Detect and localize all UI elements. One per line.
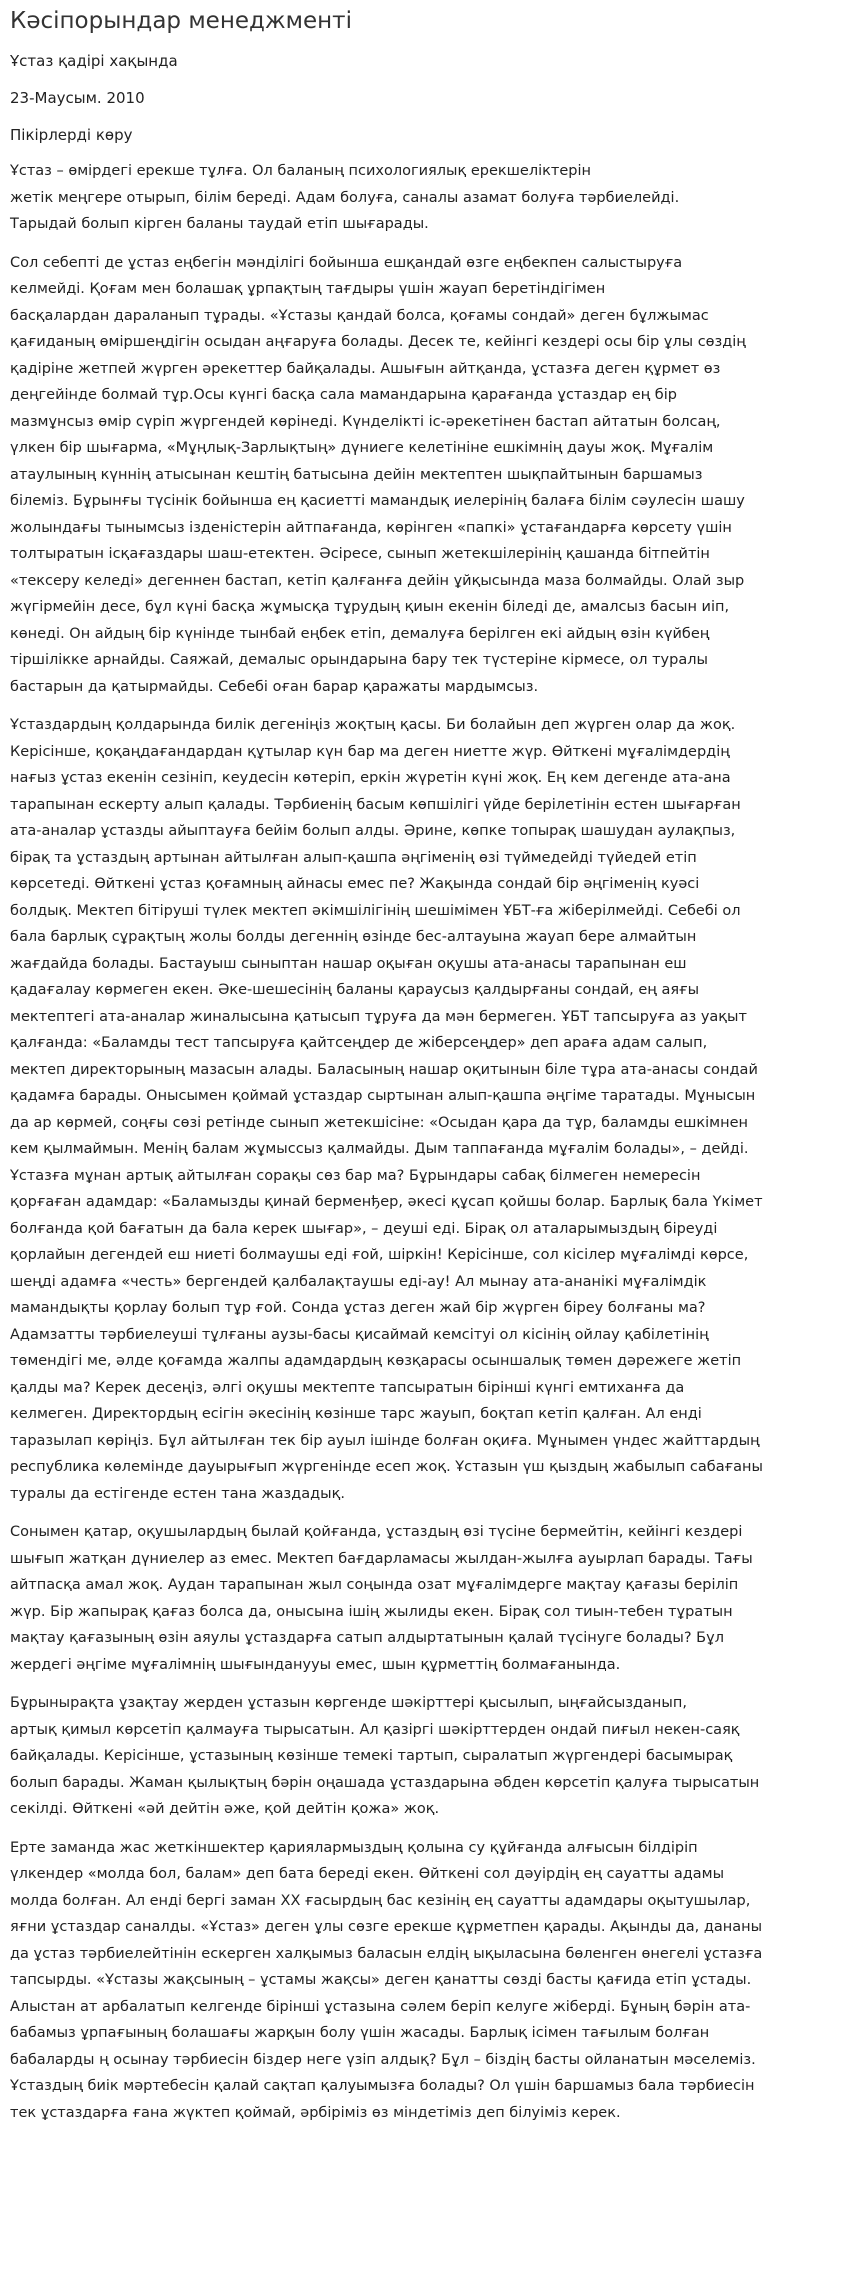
article-date: 23-Маусым. 2010	[10, 89, 145, 107]
page-title: Кәсіпорындар менеджменті	[10, 8, 352, 34]
article-subtitle: Ұстаз қадірі хақында	[10, 52, 178, 70]
article-paragraph: Сол себепті де ұстаз еңбегін мәнділігі бойынша ешқандай өзге еңбекпен салыстыруға келмейді. Қоғам мен болашақ ұрпақтың тағдыры үшін жауап беретіндігімен басқалардан дараланып тұрады. «Ұстазы қандай болса, қоғамы сондай» деген бұлжымас қағиданың өміршеңдігін осыдан аңғаруға болады. Десек те, кейінгі кездері осы бір ұлы сөздің қадіріне жетпей жүрген әрекеттер байқалады. Ашығын айтқанда, ұстазға деген құрмет өз деңгейінде болмай тұр.Осы күнгі басқа сала мамандарына қарағанда ұстаздар ең бір мазмұнсыз өмір сүріп жүргендей көрінеді. Күнделікті іс-әрекетінен бастап айтатын болсаң, үлкен бір шығарма, «Мұңлық-Зарлықтың» дүниеге келетініне ешкімнің дауы жоқ. Мұғалім атаулының күннің атысынан кештің батысына дейін мектептен шықпайтынын баршамыз білеміз. Бұрынғы түсінік бойынша ең қасиетті мамандық иелерінің балаға білім сәулесін шашу жолындағы тынымсыз ізденістерін айтпағанда, көрінген «папкі» ұстағандарға көрсету үшін толтыратын ісқағаздары шаш-етектен. Әсіресе, сынып жетекшілерінің қашанда бітпейтін «тексеру келеді» дегеннен бастап, кетіп қалғанға дейін ұйқысында маза болмайды. Олай зыр жүгірмейін десе, бұл күні басқа жұмысқа тұрудың қиын екенін біледі де, амалсыз басын иіп, көнеді. Он айдың бір күнінде тынбай еңбек етіп, демалуға берілген екі айдың өзін күйбең тіршілікке арнайды. Саяжай, демалыс орындарына бару тек түстеріне кірмесе, ол туралы бастарын да қатырмайды. Себебі оған барар қаражаты мардымсыз.	[10, 254, 746, 695]
article-paragraph: Ерте заманда жас жеткіншектер қариялармыздың қолына су құйғанда алғысын білдіріп үлкендер «молда бол, балам» деп бата береді екен. Өйткені сол дәуірдің ең сауатты адамы молда болған. Ал енді бергі заман XX ғасырдың бас кезінің ең сауатты адамдары оқытушылар, яғни ұстаздар саналды. «Ұстаз» деген ұлы сөзге ерекше құрметпен қарады. Ақынды да, дананы да ұстаз тәрбиелейтінін ескерген халқымыз баласын елдің ықыласына бөленген өнегелі ұстазға тапсырды. «Ұстазы жақсының – ұстамы жақсы» деген қанатты сөзді басты қағида етіп ұстады. Алыстан ат арбалатып келгенде бірінші ұстазына сәлем беріп келуге жіберді. Бұның бәрін ата- бабамыз ұрпағының болашағы жарқын болу үшін жасады. Барлық ісімен тағылым болған бабаларды ң осынау тәрбиесін біздер неге үзіп алдық? Бұл – біздің басты ойланатын мәселеміз. Ұстаздың биік мәртебесін қалай сақтап қалуымызға болады? Ол үшін баршамыз бала тәрбиесін тек ұстаздарға ғана жүктеп қоймай, әрбіріміз өз міндетіміз деп білуіміз керек.	[10, 1839, 763, 2121]
article-paragraph: Ұстаздардың қолдарында билік дегеніңіз жоқтың қасы. Би болайын деп жүрген олар да жоқ. Керісінше, қоқаңдағандардан құтылар күн бар ма деген ниетте жүр. Өйткені мұғалімдердің нағыз ұстаз екенін сезініп, кеудесін көтеріп, еркін жүретін күні жоқ. Ең кем дегенде ата-ана тарапынан ескерту алып қалады. Тәрбиенің басым көпшілігі үйде берілетінін естен шығарған ата-аналар ұстазды айыптауға бейім болып алды. Әрине, көпке топырақ шашудан аулақпыз, бірақ та ұстаздың артынан айтылған алып-қашпа әңгіменің өзі түймедейді түйедей етіп көрсетеді. Өйткені ұстаз қоғамның айнасы емес пе? Жақында сондай бір әңгіменің куәсі болдық. Мектеп бітіруші түлек мектеп әкімшілігінің шешімімен ҰБТ-ға жіберілмейді. Себебі ол бала барлық сұрақтың жолы болды дегеннің өзінде бес-алтауына жауап бере алмайтын жағдайда болады. Бастауыш сыныптан нашар оқыған оқушы ата-анасы тарапынан еш қадағалау көрмеген екен. Әке-шешесінің баланы қараусыз қалдырғаны сондай, ең аяғы мектептегі ата-аналар жиналысына қатысып тұруға да мән бермеген. ҰБТ тапсыруға аз уақыт қалғанда: «Баламды тест тапсыруға қайтсеңдер де жіберсеңдер» деп араға адам салып, мектеп директорының мазасын алады. Баласының нашар оқитынын біле тұра ата-анасы сондай қадамға барады. Онысымен қоймай ұстаздар сыртынан алып-қашпа әңгіме таратады. Мұнысын да ар көрмей, соңғы сөзі ретінде сынып жетекшісіне: «Осыдан қара да тұр, баламды ешкімнен кем қылмаймын. Менің балам жұмыссыз қалмайды. Дым таппағанда мұғалім болады», – дейді. Ұстазға мұнан артық айтылған сорақы сөз бар ма? Бұрындары сабақ білмеген немересін қорғаған адамдар: «Баламызды қинай берменђер, әкесі құсап қойшы болар. Барлық бала Үкімет болғанда қой бағатын да бала керек шығар», – деуші еді. Бірақ ол аталарымыздың біреуді қорлайын дегендей еш ниеті болмаушы еді ғой, шіркін! Керісінше, сол кісілер мұғалімді көрсе, шеңді адамға «честь» бергендей қалбалақтаушы еді-ау! Ал мынау ата-ананікі мұғалімдік мамандықты қорлау болып тұр ғой. Сонда ұстаз деген жай бір жүрген біреу болғаны ма? Адамзатты тәрбиелеуші тұлғаны аузы-басы қисаймай кемсітуі ол кісінің ойлау қабілетінің төмендігі ме, әлде қоғамда жалпы адамдардың көзқарасы осыншалық төмен дәрежеге жетіп қалды ма? Керек десеңіз, әлгі оқушы мектепте тапсыратын бірінші күнгі емтиханға да келмеген. Директордың есігін әкесінің көзінше тарс жауып, боқтап кетіп қалған. Ал енді таразылап көріңіз. Бұл айтылған тек бір ауыл ішінде болған оқиға. Мұнымен үндес жайттардың республика көлемінде дауырығып жүргенінде есеп жоқ. Ұстазын үш қыздың жабылып сабағаны туралы да естігенде естен тана жаздадық.	[10, 717, 763, 1502]
article-paragraph: Сонымен қатар, оқушылардың былай қойғанда, ұстаздың өзі түсіне бермейтін, кейінгі кездері шығып жатқан дүниелер аз емес. Мектеп бағдарламасы жылдан-жылға ауырлап барады. Тағы айтпасқа амал жоқ. Аудан тарапынан жыл соңында озат мұғалімдерге мақтау қағазы беріліп жүр. Бір жапырақ қағаз болса да, онысына ішің жылиды екен. Бірақ сол тиын-тебен тұратын мақтау қағазының өзін аяулы ұстаздарға сатып алдыртатынын қалай түсінуге болады? Бұл жердегі әңгіме мұғалімнің шығынданууы емес, шын құрметтің болмағанында.	[10, 1524, 753, 1673]
article-body	[10, 158, 837, 2126]
article-paragraph: Ұстаз – өмірдегі ерекше тұлға. Ол баланың психологиялық ерекшеліктерін жетік меңгере отырып, білім береді. Адам болуға, саналы азамат болуға тәрбиелейді. Тарыдай болып кірген баланы таудай етіп шығарады.	[10, 163, 680, 232]
article-paragraph: Бұрынырақта ұзақтау жерден ұстазын көргенде шәкірттері қысылып, ыңғайсызданып, артық қимыл көрсетіп қалмауға тырысатын. Ал қазіргі шәкірттерден ондай пиғыл некен-саяқ байқалады. Керісінше, ұстазының көзінше темекі тартып, сыралатып жүргендері басымырақ болып барады. Жаман қылықтың бәрін оңашада ұстаздарына әбден көрсетіп қалуға тырысатын секілді. Өйткені «әй дейтін әже, қой дейтін қожа» жоқ.	[10, 1695, 760, 1817]
view-comments-link[interactable]: Пікірлерді көру	[10, 126, 133, 144]
